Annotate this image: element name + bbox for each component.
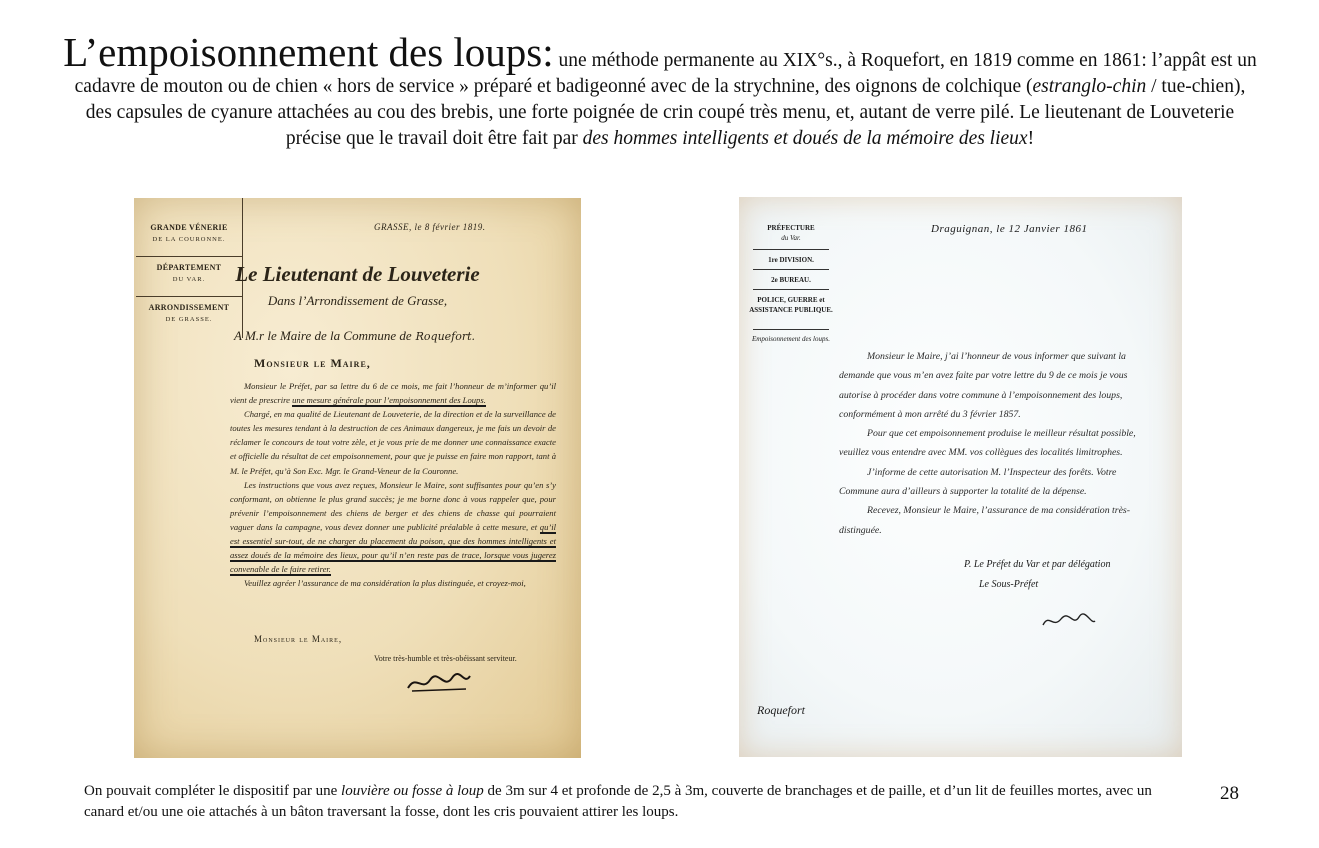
letterhead-venerie-line1: GRANDE VÉNERIE	[150, 223, 228, 232]
letter-address	[234, 328, 475, 344]
caption-text-2: de 3m sur 4 et profonde de 2,5 à 3m, couverte de branchages et de paille, et d’un lit de feuilles mortes, avec un canard et/ou une oie attachés à un bâton traversant la fosse, dont les cris pouvaient attirer les loups.	[84, 783, 1152, 820]
intro-italic-2: des hommes intelligents et doués de la mémoire des lieux	[582, 128, 1028, 149]
letter-paragraph-3	[230, 478, 556, 577]
letter-paragraph-3: J’informe de cette autorisation M. l’Inspecteur des forêts. Votre Commune aura d’ailleurs à supporter la totalité de la dépense.	[839, 466, 1117, 498]
signature-line-2: Le Sous-Préfet	[979, 579, 1039, 590]
intro-text-1: une méthode permanente au XIX°s., à Roquefort, en 1819 comme en 1861: l’appât est un cadavre de mouton ou de chien « hors de service » préparé et badigeonné avec de la strychnine, des oignons de colchique (	[74, 50, 1257, 97]
letter-heading: Le Lieutenant de Louveterie	[235, 262, 480, 286]
letterhead-bureau: 2e BUREAU.	[771, 276, 811, 284]
letter-paragraph-4: Veuillez agréer l’assurance de ma considération la plus distinguée, et croyez-moi,	[244, 578, 526, 589]
letterhead-rule	[753, 269, 829, 270]
letterhead-arrondissement-line2: DE GRASSE.	[165, 316, 213, 323]
letter-subheading: Dans l’Arrondissement de Grasse,	[267, 293, 448, 308]
intro-italic-1: estranglo-chin	[1032, 76, 1147, 97]
letter-paragraph-3-text: Les instructions que vous avez reçues, Monsieur le Maire, sont suffisantes pour qu’en s’y conformant, on obtienne le plus grand succès; je me borne donc à vous rappeler que, pour prévenir l’empoisonnement des chiens de berger et des chiens de chasse qui pourraient vaguer dans la campagne, vous devez donner une publicité préalable à cette mesure, et	[230, 479, 556, 532]
letter-paragraph-2: Pour que cet empoisonnement produise le meilleur résultat possible, veuillez vous entendre avec MM. vos collègues des localités limitrophes.	[839, 428, 1136, 459]
letter-underlined-passage-1: une mesure générale pour l’empoisonnement des Loups.	[292, 395, 486, 406]
letterhead-rule	[753, 289, 829, 290]
letter-address-handwritten: Roquefort.	[415, 330, 476, 343]
caption-italic: louvière ou fosse à loup	[341, 783, 484, 799]
letter-closing: Monsieur le Maire,	[254, 634, 343, 644]
letter-underlined-passage-2: qu’il est essentiel sur-tout, de ne charger du placement du poison, que des hommes intelligents et assez doués de la mémoire des lieux, pour qu’il n’en reste pas de trace, lorsque vous jugerez convenable de le faire retirer.	[230, 521, 556, 575]
letterhead-object	[745, 334, 837, 344]
caption-paragraph	[84, 781, 1184, 822]
letter-servant-line: Votre très-humble et très-obéissant serviteur.	[374, 654, 517, 663]
letterhead-service: POLICE, GUERRE et ASSISTANCE PUBLIQUE.	[749, 296, 833, 314]
letterhead-rule	[753, 329, 829, 330]
signature-mark	[404, 670, 474, 694]
letter-paragraph-4: Recevez, Monsieur le Maire, l’assurance de ma considération très-distinguée.	[839, 505, 1130, 536]
letterhead-venerie	[134, 222, 244, 246]
letter-body	[230, 379, 556, 590]
letter-paragraph-1: Monsieur le Maire, j’ai l’honneur de vous informer que suivant la demande que vous m’en avez faite par votre lettre du 9 de ce mois je vous autorise à procéder dans votre commune à l’empoisonnement des loups, conformément à mon arrêté du 3 février 1857.	[839, 351, 1128, 420]
page-number: 28	[1220, 783, 1239, 804]
letter-1819-image	[134, 198, 581, 758]
letter-footer-addressee: Roquefort	[757, 703, 805, 717]
letterhead-venerie-line2: DE LA COURONNE.	[152, 236, 226, 243]
letter-salutation: Monsieur le Maire,	[254, 356, 371, 370]
intro-text-3: !	[1027, 128, 1035, 149]
letterhead-prefecture-line1: PRÉFECTURE	[767, 224, 815, 232]
signature-mark	[1039, 611, 1099, 631]
letterhead-rule	[136, 256, 242, 257]
letter-address-text: A M.r le Maire de la Commune de	[234, 328, 412, 343]
caption-text-1: On pouvait compléter le dispositif par une	[84, 783, 342, 799]
letter-paragraph-2: Chargé, en ma qualité de Lieutenant de Louveterie, de la direction et de la surveillance de toutes les mesures tendant à la destruction de ces Animaux dangereux, je me fais un devoir de réclamer le concours de tout votre zèle, et je vous prie de me donner une connaissance exacte et officielle du résultat de cet empoisonnement, pour que je puisse en faire mon rapport, tant à M. le Préfet, qu’à Son Exc. Mgr. le Grand-Veneur de la Couronne.	[230, 409, 556, 476]
page-title: L’empoisonnement des loups:	[63, 29, 554, 75]
letter-date: Draguignan, le 12 Janvier 1861	[931, 223, 1088, 235]
letter-1861-image	[739, 197, 1182, 757]
letter-body	[839, 347, 1139, 540]
letterhead-department-line2: DU VAR.	[172, 276, 206, 283]
letterhead-prefecture	[745, 223, 837, 243]
letter-paragraph-1	[230, 379, 556, 407]
intro-text-2: / tue-chien), des capsules de cyanure attachées au cou des brebis, une forte poignée de crin coupé très menu, et, autant de verre pilé. Le lieutenant de Louveterie précise que le travail doit être fait par	[85, 76, 1246, 149]
letterhead-rule	[753, 249, 829, 250]
letter-paragraph-1-text: Monsieur le Préfet, par sa lettre du 6 de ce mois, me fait l’honneur de m’informer qu’il vient de prescrire	[230, 381, 556, 406]
letterhead-object-text: Empoisonnement des loups.	[752, 335, 830, 343]
letterhead-prefecture-line2: du Var.	[781, 234, 801, 242]
letter-date: GRASSE, le 8 février 1819.	[374, 222, 486, 232]
letterhead-arrondissement-line1: ARRONDISSEMENT	[148, 303, 230, 312]
signature-line-1: P. Le Préfet du Var et par délégation	[964, 559, 1111, 570]
intro-paragraph	[60, 30, 1260, 152]
letterhead-division: 1re DIVISION.	[768, 256, 814, 264]
letterhead-department-line1: DÉPARTEMENT	[156, 263, 222, 272]
